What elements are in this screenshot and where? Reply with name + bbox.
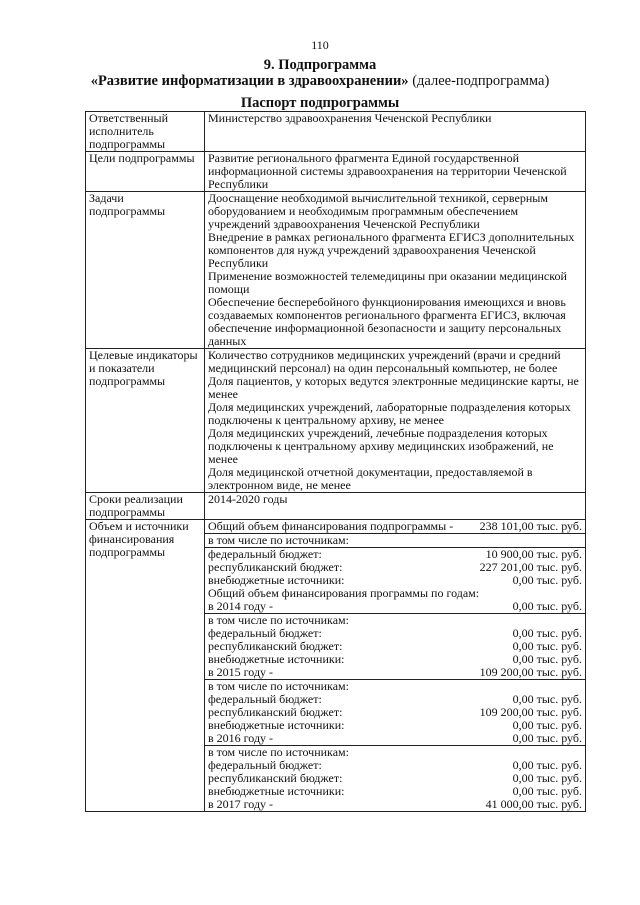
- fin-2017-value: 41 000,00 тыс. руб.: [485, 797, 582, 811]
- tasks-label: Задачи подпрограммы: [86, 192, 205, 349]
- financing-details: [205, 520, 586, 812]
- indicator-item: Доля медицинской отчетной документации, предоставляемой в электронном виде, не менее: [208, 465, 533, 492]
- fin-2014-extra-value: 0,00 тыс. руб.: [512, 652, 582, 666]
- fin-2015-federal-value: 0,00 тыс. руб.: [512, 692, 582, 706]
- indicators-label: Целевые индикаторы и показатели подпрограммы: [86, 349, 205, 493]
- fin-republic-value: 227 201,00 тыс. руб.: [479, 560, 582, 574]
- executor-text: Министерство здравоохранения Чеченской Республики: [205, 112, 586, 152]
- fin-2016-republic-value: 0,00 тыс. руб.: [512, 771, 582, 785]
- fin-2016-extra-value: 0,00 тыс. руб.: [512, 784, 582, 798]
- fin-2014: [208, 600, 582, 613]
- terms-label: Сроки реализации подпрограммы: [86, 493, 205, 520]
- title-block: [0, 57, 640, 111]
- fin-2014-federal-value: 0,00 тыс. руб.: [512, 626, 582, 640]
- fin-2014-republic-value: 0,00 тыс. руб.: [512, 639, 582, 653]
- fin-total: [208, 520, 582, 533]
- fin-2014-federal-label: федеральный бюджет:: [208, 626, 322, 640]
- fin-2016-federal-value: 0,00 тыс. руб.: [512, 758, 582, 772]
- fin-extra-value: 0,00 тыс. руб.: [512, 573, 582, 587]
- tasks-list: [205, 192, 586, 349]
- row-executor: [86, 112, 586, 152]
- fin-2014-label: в 2014 году -: [208, 599, 274, 613]
- fin-2015-republic-label: республиканский бюджет:: [208, 705, 343, 719]
- financing-label: Объем и источники финансирования подпрограммы: [86, 520, 205, 812]
- fin-2015-federal-label: федеральный бюджет:: [208, 692, 322, 706]
- subprogram-title: 9. Подпрограмма: [263, 57, 377, 73]
- fin-federal: [205, 547, 585, 561]
- fin-republic-label: республиканский бюджет:: [208, 560, 343, 574]
- fin-2015-extra-value: 0,00 тыс. руб.: [512, 718, 582, 732]
- indicator-item: Количество сотрудников медицинских учреждений (врачи и средний медицинский персонал) на один персональный компьютер, не более: [208, 348, 561, 375]
- fin-2014-extra-label: внебюджетные источники:: [208, 652, 345, 666]
- fin-2016-republic-label: республиканский бюджет:: [208, 771, 343, 785]
- row-goals: [86, 152, 586, 192]
- fin-total-label: Общий объем финансирования подпрограммы -: [208, 519, 454, 533]
- fin-2015-republic-value: 109 200,00 тыс. руб.: [479, 705, 582, 719]
- fin-2016-label: в 2016 году -: [208, 731, 274, 745]
- page-number: 110: [311, 38, 329, 52]
- fin-federal-value: 10 900,00 тыс. руб.: [485, 547, 582, 561]
- task-item: Обеспечение бесперебойного функционирования имеющихся и вновь создаваемых компонентов регионального фрагмента ЕГИСЗ, включая обеспечение информационной безопасности и защиту персональных данных: [208, 295, 566, 348]
- fin-2016-by-sources: в том числе по источникам:: [205, 745, 585, 759]
- fin-2015-by-sources: в том числе по источникам:: [205, 679, 585, 693]
- fin-2014-republic-label: республиканский бюджет:: [208, 639, 343, 653]
- terms-text: 2014-2020 годы: [205, 493, 586, 520]
- goals-label: Цели подпрограммы: [86, 152, 205, 192]
- task-item: Применение возможностей телемедицины при оказании медицинской помощи: [208, 269, 567, 296]
- fin-by-sources: в том числе по источникам:: [205, 533, 585, 547]
- row-terms: [86, 493, 586, 520]
- row-financing: [86, 520, 586, 812]
- passport-heading: Паспорт подпрограммы: [240, 95, 400, 111]
- fin-2014-value: 0,00 тыс. руб.: [512, 599, 582, 613]
- subprogram-name-bold: «Развитие информатизации в здравоохранении»: [90, 73, 409, 89]
- fin-2016: [208, 732, 582, 745]
- fin-federal-label: федеральный бюджет:: [208, 547, 322, 561]
- fin-2016-federal-label: федеральный бюджет:: [208, 758, 322, 772]
- fin-extra-label: внебюджетные источники:: [208, 573, 345, 587]
- goals-text: Развитие регионального фрагмента Единой государственной информационной системы здравоохранения на территории Чеченской Республики: [205, 152, 586, 192]
- fin-2017: [208, 798, 582, 811]
- fin-total-value: 238 101,00 тыс. руб.: [479, 519, 582, 533]
- fin-by-years-label: Общий объем финансирования программы по годам:: [208, 586, 480, 600]
- task-item: Внедрение в рамках регионального фрагмента ЕГИСЗ дополнительных компонентов для нужд учреждений здравоохранения Чеченской Республики: [208, 230, 575, 270]
- subprogram-name-rest: (далее-подпрограмма): [408, 73, 550, 89]
- fin-2015-extra-label: внебюджетные источники:: [208, 718, 345, 732]
- fin-2017-label: в 2017 году -: [208, 797, 274, 811]
- subprogram-name: [0, 73, 640, 89]
- executor-label: Ответственный исполнитель подпрограммы: [86, 112, 205, 152]
- task-item: Дооснащение необходимой вычислительной техникой, серверным оборудованием и необходимым программным обеспечением учреждений здравоохранения Чеченской Республики: [208, 191, 548, 231]
- fin-2016-extra-label: внебюджетные источники:: [208, 784, 345, 798]
- indicators-list: [205, 349, 586, 493]
- indicator-item: Доля пациентов, у которых ведутся электронные медицинские карты, не менее: [208, 374, 579, 401]
- fin-2016-value: 0,00 тыс. руб.: [512, 731, 582, 745]
- fin-2015-label: в 2015 году -: [208, 665, 274, 679]
- indicator-item: Доля медицинских учреждений, лечебные подразделения которых подключены к центральному архиву медицинских изображений, не менее: [208, 426, 554, 466]
- fin-2014-by-sources: в том числе по источникам:: [205, 613, 585, 627]
- indicator-item: Доля медицинских учреждений, лабораторные подразделения которых подключены к центральному архиву, не менее: [208, 400, 571, 427]
- row-indicators: [86, 349, 586, 493]
- fin-2015: [208, 666, 582, 679]
- row-tasks: [86, 192, 586, 349]
- fin-2015-value: 109 200,00 тыс. руб.: [479, 665, 582, 679]
- passport-table: [85, 111, 586, 812]
